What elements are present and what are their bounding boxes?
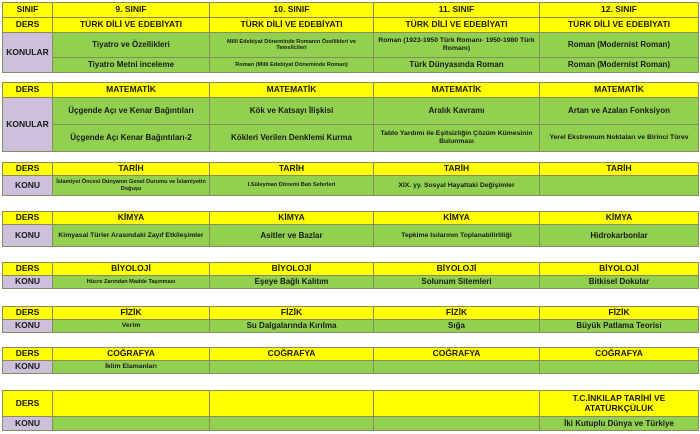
topic-cell: Roman (1923-1950 Türk Romanı- 1950-1980 Türk Romanı) (374, 33, 540, 58)
ders-label: DERS (3, 212, 53, 225)
ders-label: DERS (3, 391, 53, 417)
topic-cell: Roman (Milli Edebiyat Döneminde Roman) (210, 58, 374, 73)
konular-label: KONULAR (3, 33, 53, 73)
topic-cell: Tiyatro ve Özellikleri (53, 33, 210, 58)
kimya-table (2, 211, 699, 247)
grade-11-header: 11. SINIF (374, 3, 540, 18)
subject-header: TARİH (374, 163, 540, 176)
grade-9-header: 9. SINIF (53, 3, 210, 18)
topic-cell: Roman (Modernist Roman) (540, 33, 699, 58)
topic-cell: Verim (53, 320, 210, 333)
subject-header: MATEMATİK (374, 83, 540, 98)
subject-header: TÜRK DİLİ VE EDEBİYATI (374, 18, 540, 33)
subject-header (374, 391, 540, 417)
subject-header: T.C.İNKILAP TARİHİ VE ATATÜRKÇÜLÜK (540, 391, 699, 417)
topic-cell (540, 176, 699, 196)
subject-header: MATEMATİK (540, 83, 699, 98)
topic-cell: Bitkisel Dokular (540, 276, 699, 289)
topic-cell: XIX. yy. Sosyal Hayattaki Değişimler (374, 176, 540, 196)
topic-cell: Kimyasal Türler Arasındaki Zayıf Etkileşimler (53, 225, 210, 247)
subject-header: TÜRK DİLİ VE EDEBİYATI (540, 18, 699, 33)
topic-cell (374, 361, 540, 374)
grade-10-header: 10. SINIF (210, 3, 374, 18)
konu-label: KONU (3, 320, 53, 333)
topic-cell: Türk Dünyasında Roman (374, 58, 540, 73)
topic-cell: Roman (Modernist Roman) (540, 58, 699, 73)
topic-cell: Üçgende Açı Kenar Bağıntıları-2 (53, 125, 210, 152)
biyoloji-table (2, 262, 699, 289)
subject-header: KİMYA (540, 212, 699, 225)
ders-label: DERS (3, 83, 53, 98)
subject-header: FİZİK (53, 307, 210, 320)
ders-label: DERS (3, 163, 53, 176)
konu-label: KONU (3, 176, 53, 196)
topic-cell: Hidrokarbonlar (540, 225, 699, 247)
topic-cell: I.Süleyman Dönemi Batı Seferleri (210, 176, 374, 196)
ders-label: DERS (3, 307, 53, 320)
subject-header: TÜRK DİLİ VE EDEBİYATI (210, 18, 374, 33)
matematik-table (2, 82, 699, 152)
subject-header: FİZİK (540, 307, 699, 320)
topic-cell: Su Dalgalarında Kırılma (210, 320, 374, 333)
subject-header: BİYOLOJİ (210, 263, 374, 276)
subject-header: KİMYA (374, 212, 540, 225)
topic-cell: Üçgende Açı ve Kenar Bağıntıları (53, 98, 210, 125)
konu-label: KONU (3, 417, 53, 431)
topic-cell: Kök ve Katsayı İlişkisi (210, 98, 374, 125)
konu-label: KONU (3, 276, 53, 289)
grade-12-header: 12. SINIF (540, 3, 699, 18)
fizik-table (2, 306, 699, 333)
konular-label: KONULAR (3, 98, 53, 152)
topic-cell (53, 417, 210, 431)
topic-cell: Kökleri Verilen Denklemi Kurma (210, 125, 374, 152)
subject-header: BİYOLOJİ (53, 263, 210, 276)
subject-header: FİZİK (374, 307, 540, 320)
konu-label: KONU (3, 361, 53, 374)
subject-header: BİYOLOJİ (374, 263, 540, 276)
topic-cell: Asitler ve Bazlar (210, 225, 374, 247)
sinif-label: SINIF (3, 3, 53, 18)
topic-cell: İklim Elamanları (53, 361, 210, 374)
topic-cell (210, 361, 374, 374)
topic-cell: Eşeye Bağlı Kalıtım (210, 276, 374, 289)
subject-header: COĞRAFYA (374, 348, 540, 361)
subject-header: MATEMATİK (210, 83, 374, 98)
subject-header (210, 391, 374, 417)
topic-cell (540, 361, 699, 374)
ders-label: DERS (3, 18, 53, 33)
topic-cell: İslamiyet Öncesi Dünyanın Genel Durumu ve İslamiyetin Doğuşu (53, 176, 210, 196)
subject-header: COĞRAFYA (53, 348, 210, 361)
inkilap-table (2, 390, 699, 431)
topic-cell: Tepkime Isılarının Toplanabilirliliği (374, 225, 540, 247)
subject-header (53, 391, 210, 417)
subject-header: COĞRAFYA (540, 348, 699, 361)
topic-cell: Yerel Ekstremum Noktaları ve Birinci Türev (540, 125, 699, 152)
topic-cell: Tablo Yardımı ile Eşitsizliğin Çözüm Kümesinin Bulunması (374, 125, 540, 152)
subject-header: MATEMATİK (53, 83, 210, 98)
topic-cell: Büyük Patlama Teorisi (540, 320, 699, 333)
subject-header: TÜRK DİLİ VE EDEBİYATI (53, 18, 210, 33)
topic-cell: Tiyatro Metni inceleme (53, 58, 210, 73)
topic-cell: İki Kutuplu Dünya ve Türkiye (540, 417, 699, 431)
grade-header-table (2, 2, 699, 18)
ders-label: DERS (3, 263, 53, 276)
subject-header: KİMYA (53, 212, 210, 225)
topic-cell (210, 417, 374, 431)
topic-cell (374, 417, 540, 431)
topic-cell: Sığa (374, 320, 540, 333)
tarih-table (2, 162, 699, 196)
subject-header: TARİH (210, 163, 374, 176)
konu-label: KONU (3, 225, 53, 247)
subject-header: BİYOLOJİ (540, 263, 699, 276)
subject-header: COĞRAFYA (210, 348, 374, 361)
topic-cell: Hücre Zarından Madde Taşınması (53, 276, 210, 289)
subject-header: KİMYA (210, 212, 374, 225)
cografya-table (2, 347, 699, 374)
subject-header: TARİH (53, 163, 210, 176)
topic-cell: Milli Edebiyat Döneminde Romanın Özellikleri ve Temsilcileri (210, 33, 374, 58)
edebiyat-table (2, 17, 699, 73)
topic-cell: Aralık Kavramı (374, 98, 540, 125)
ders-label: DERS (3, 348, 53, 361)
subject-header: TARİH (540, 163, 699, 176)
topic-cell: Solunum Sitemleri (374, 276, 540, 289)
subject-header: FİZİK (210, 307, 374, 320)
topic-cell: Artan ve Azalan Fonksiyon (540, 98, 699, 125)
